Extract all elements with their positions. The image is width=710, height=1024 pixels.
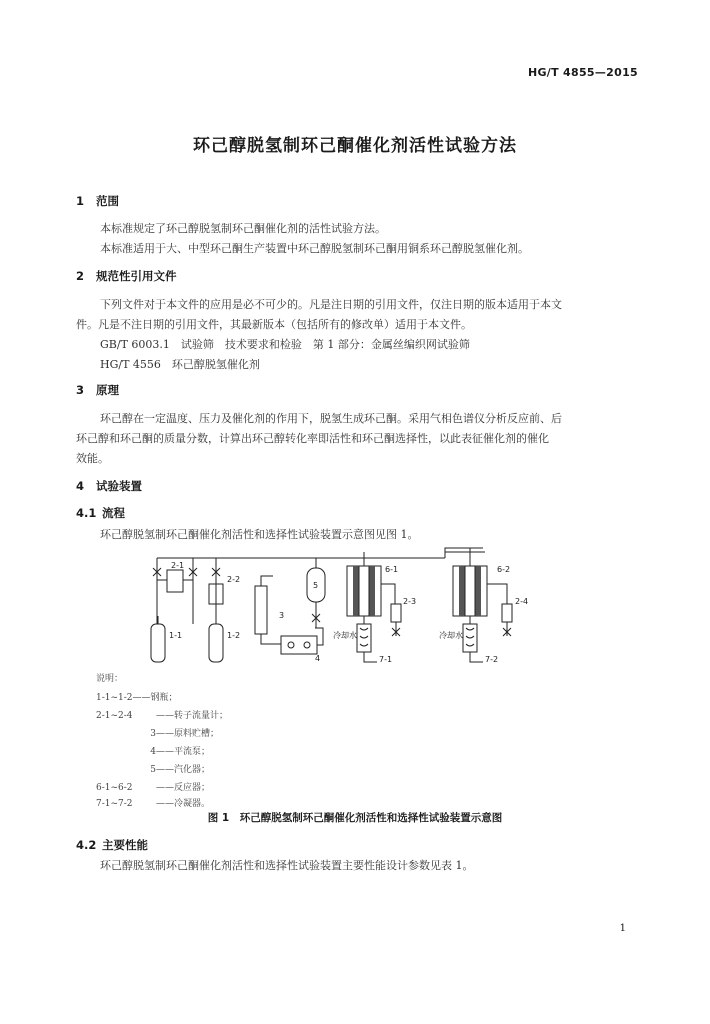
legend-item <box>96 762 210 775</box>
gas-cylinder-1-2 <box>209 624 223 662</box>
legend-key: 1-1~1-2 <box>96 693 133 703</box>
section-number: 4.2 <box>76 838 97 852</box>
section-number: 2 <box>76 269 85 283</box>
section-title: 范围 <box>96 194 119 208</box>
paragraph-line: 下列文件对于本文件的应用是必不可少的。凡是注日期的引用文件，仅注日期的版本适用于本文 <box>100 298 562 311</box>
section-1-heading <box>76 193 119 209</box>
legend-key: 7-1~7-2 <box>96 799 133 809</box>
standard-number: HG/T 4855—2015 <box>527 66 638 79</box>
label-1-2: 1-2 <box>227 631 241 640</box>
label-3: 3 <box>279 611 285 620</box>
reference-item: GB/T 6003.1 试验筛 技术要求和检验 第 1 部分：金属丝编织网试验筛 <box>100 338 470 351</box>
flowmeter-2-4 <box>502 604 512 622</box>
flowmeter-2-1 <box>167 570 183 592</box>
process-flow-diagram <box>145 544 565 668</box>
label-6-1: 6-1 <box>385 565 399 574</box>
legend-value: ——汽化器； <box>156 765 211 775</box>
pipe-to-reactor-1 <box>445 552 485 558</box>
paragraph-line: 件。凡是不注日期的引用文件，其最新版本（包括所有的修改单）适用于本文件。 <box>76 318 472 331</box>
label-2-1: 2-1 <box>171 561 185 570</box>
gas-cylinder-1-1 <box>151 624 165 662</box>
section-number: 3 <box>76 383 85 397</box>
label-5: 5 <box>313 581 319 590</box>
feed-tank-3 <box>255 586 267 634</box>
paragraph: 本标准适用于大、中型环己酮生产装置中环己醇脱氢制环己酮用铜系环己醇脱氢催化剂。 <box>100 242 529 255</box>
section-4-1-heading <box>76 505 125 521</box>
figure-caption: 图 1 环己醇脱氢制环己酮催化剂活性和选择性试验装置示意图 <box>207 812 503 824</box>
pump-4 <box>281 636 317 654</box>
legend-value: ——反应器； <box>156 783 211 793</box>
label-6-2: 6-2 <box>497 565 511 574</box>
section-title: 流程 <box>102 506 125 520</box>
reference-item: HG/T 4556 环己醇脱氢催化剂 <box>100 358 260 371</box>
paragraph: 本标准规定了环己醇脱氢制环己酮催化剂的活性试验方法。 <box>100 222 386 235</box>
section-title: 规范性引用文件 <box>96 269 177 283</box>
label-4: 4 <box>315 654 321 663</box>
section-3-heading <box>76 382 119 398</box>
section-title: 主要性能 <box>102 838 148 852</box>
label-7-2: 7-2 <box>485 655 499 664</box>
label-cooling-water-2: 冷却水 <box>439 631 463 640</box>
legend-value: ——冷凝器。 <box>156 799 211 809</box>
label-7-1: 7-1 <box>379 655 393 664</box>
label-2-4: 2-4 <box>515 597 529 606</box>
legend-item <box>96 796 210 809</box>
legend-key: 4 <box>150 747 156 757</box>
label-2-2: 2-2 <box>227 575 241 584</box>
section-number: 4.1 <box>76 506 97 520</box>
paragraph: 环己醇脱氢制环己酮催化剂活性和选择性试验装置主要性能设计参数见表 1。 <box>100 859 474 872</box>
legend-item <box>96 780 210 793</box>
section-4-2-heading <box>76 837 148 853</box>
section-4-heading <box>76 478 142 494</box>
legend-value: ——原料贮槽； <box>156 729 220 739</box>
legend-key: 5 <box>150 765 156 775</box>
legend-key: 3 <box>150 729 156 739</box>
legend-value: ——平流泵； <box>156 747 211 757</box>
section-title: 试验装置 <box>96 479 142 493</box>
page-title: 环己醇脱氢制环己酮催化剂活性试验方法 <box>193 136 517 156</box>
legend-value: ——转子流量计； <box>156 711 229 721</box>
legend-key: 2-1~2-4 <box>96 711 133 721</box>
flowmeter-2-3 <box>391 604 401 622</box>
label-cooling-water-1: 冷却水 <box>333 631 357 640</box>
paragraph: 环己醇脱氢制环己酮催化剂活性和选择性试验装置示意图见图 1。 <box>100 528 419 541</box>
section-number: 1 <box>76 194 85 208</box>
paragraph-line: 环己醇和环己酮的质量分数，计算出环己醇转化率即活性和环己酮选择性，以此表征催化剂的催化 <box>76 432 549 445</box>
page-number: 1 <box>619 923 626 934</box>
pipe-top <box>445 548 480 552</box>
legend-item <box>96 690 178 703</box>
section-number: 4 <box>76 479 85 493</box>
paragraph-line: 效能。 <box>76 452 109 465</box>
legend-value: ——钢瓶； <box>132 693 178 703</box>
legend-item <box>96 744 210 757</box>
legend-item <box>96 726 219 739</box>
legend-label: 说明： <box>96 674 124 684</box>
label-1-1: 1-1 <box>169 631 183 640</box>
label-2-3: 2-3 <box>403 597 417 606</box>
legend-item <box>96 708 228 721</box>
section-title: 原理 <box>96 383 119 397</box>
legend-key: 6-1~6-2 <box>96 783 133 793</box>
paragraph-line: 环己醇在一定温度、压力及催化剂的作用下，脱氢生成环己酮。采用气相色谱仪分析反应前、后 <box>100 412 562 425</box>
section-2-heading <box>76 268 177 284</box>
